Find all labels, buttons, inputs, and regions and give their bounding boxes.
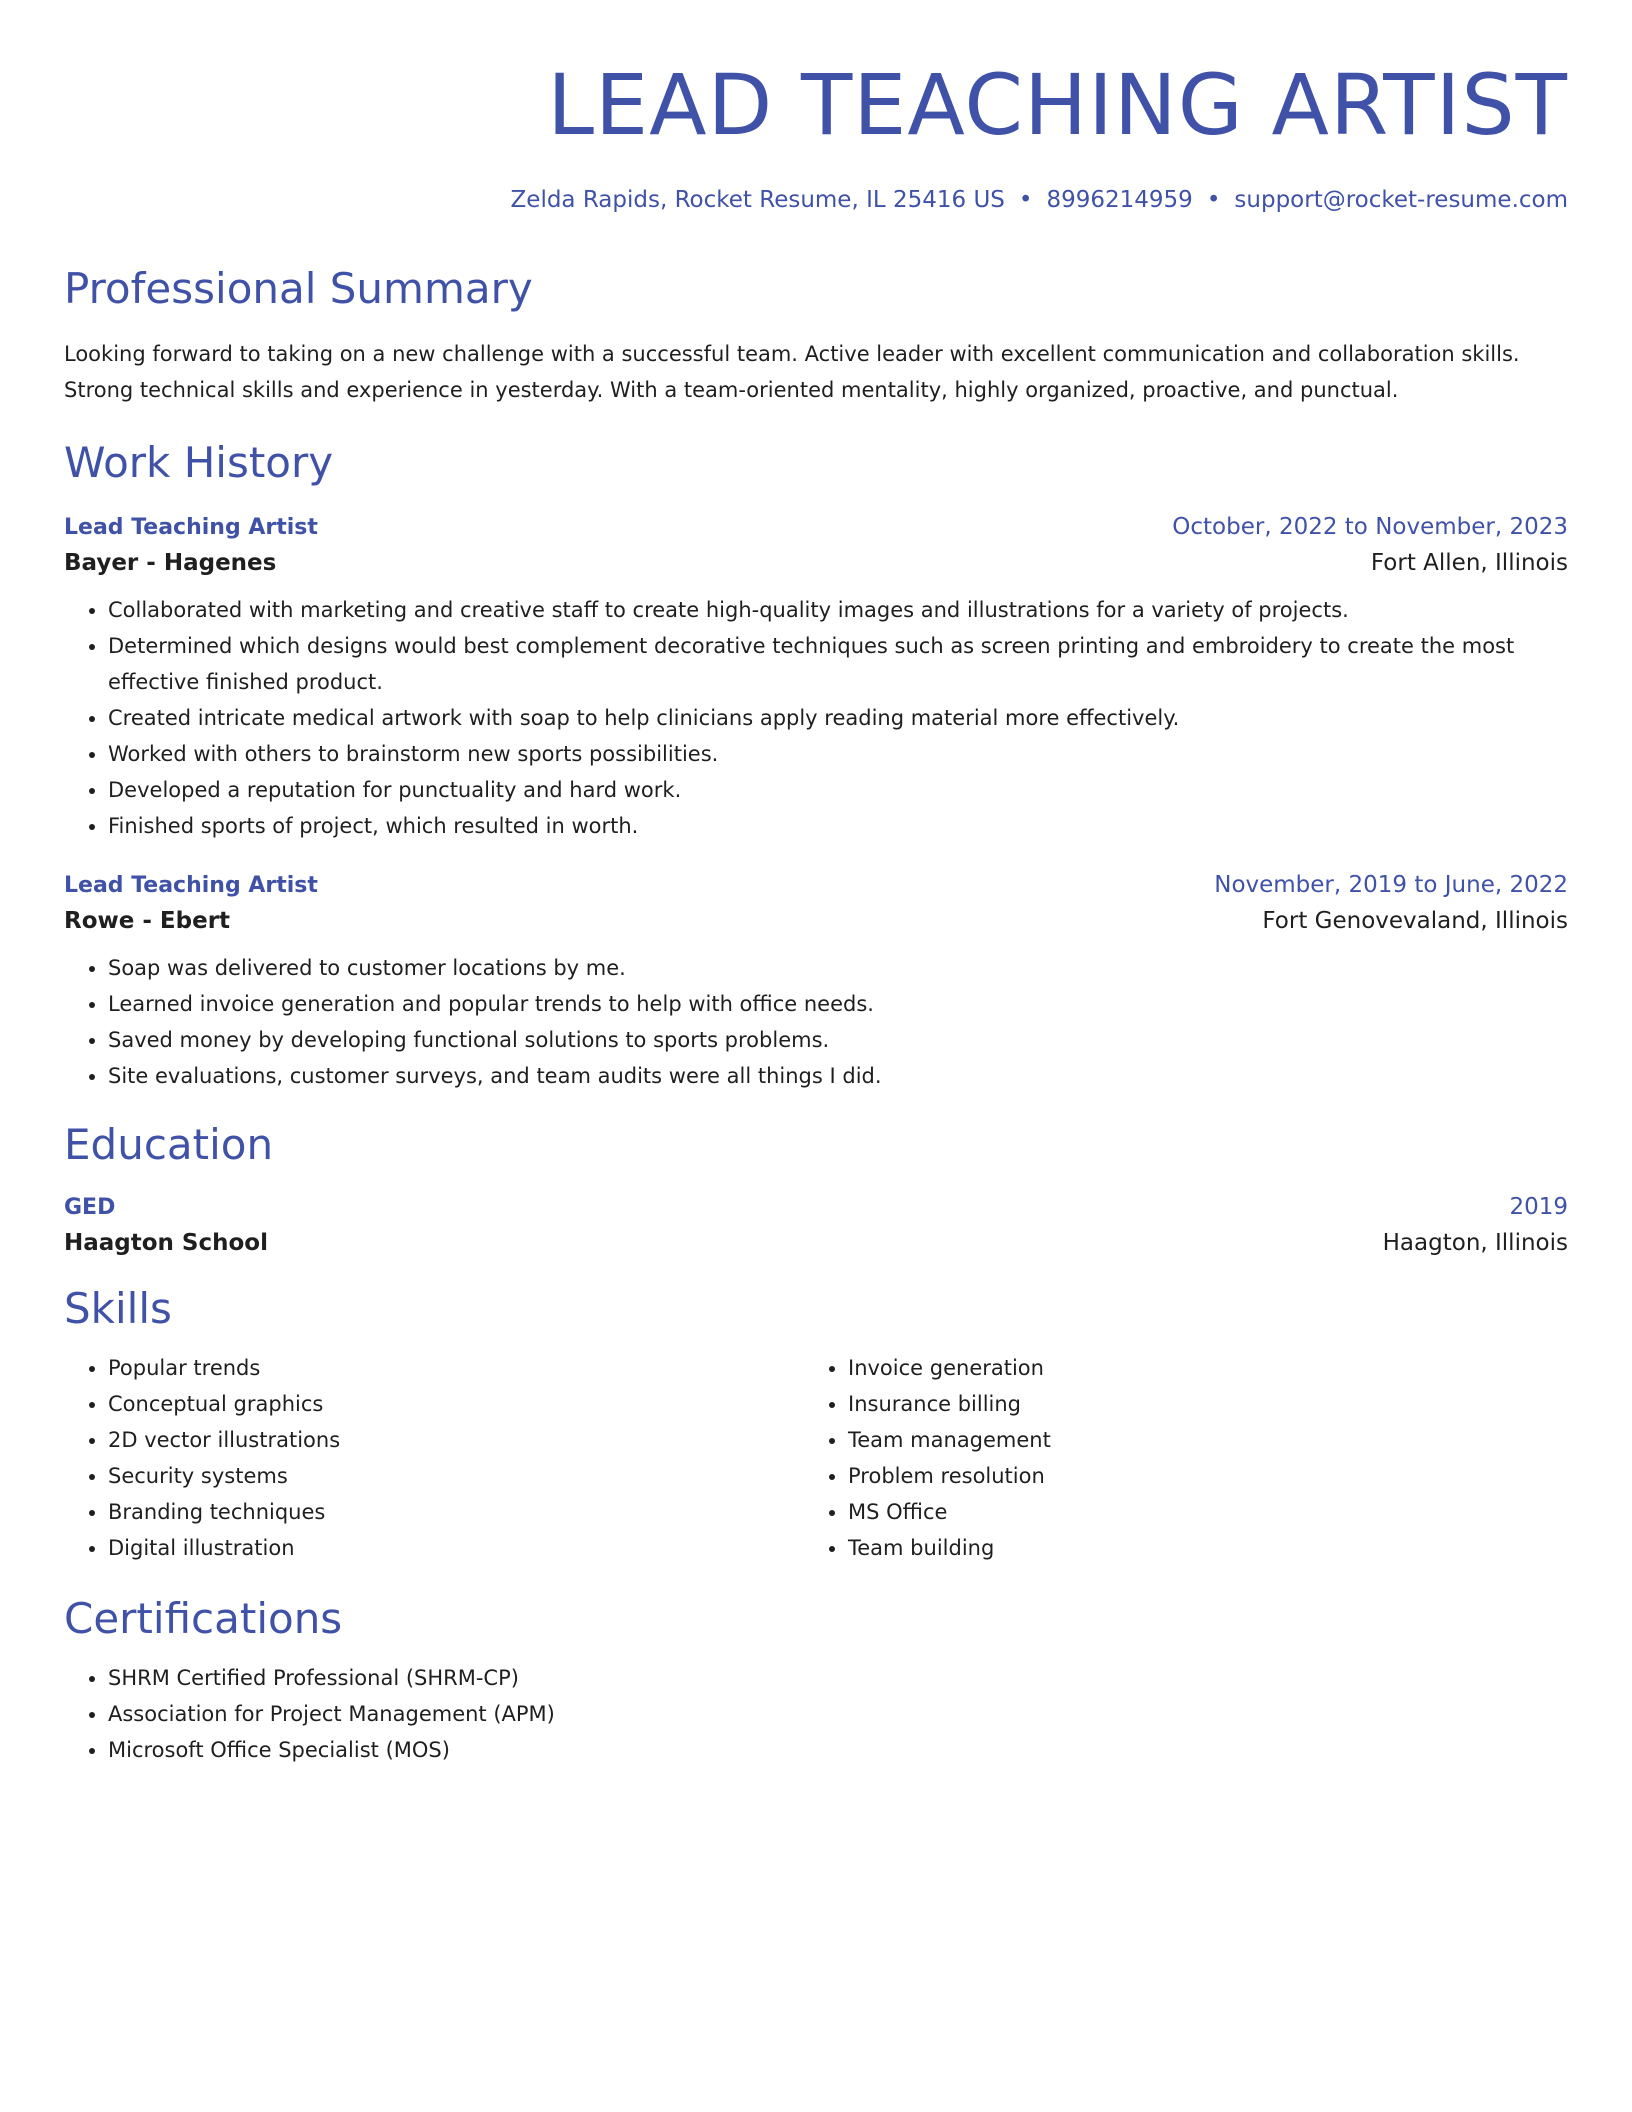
skill-item: • Digital illustration [108,1530,804,1566]
job-bullet: • Worked with others to brainstorm new sports possibilities. [108,736,1568,772]
section-title-summary: Professional Summary [64,264,533,313]
resume-page [64,56,1568,1768]
job-bullet: • Determined which designs would best complement decorative techniques such as screen printing and embroidery to create the most effective finished product. [108,628,1568,700]
contact-phone: 8996214959 [1046,187,1193,213]
education-location: Haagton, Illinois [1382,1230,1568,1256]
job-entry [64,514,1568,844]
job-subheader [64,908,1568,934]
contact-separator: • [1206,187,1221,213]
education-subheader [64,1230,1568,1256]
job-bullet: • Finished sports of project, which resulted in worth. [108,808,1568,844]
job-location: Fort Allen, Illinois [1370,550,1568,576]
education-year: 2019 [1509,1194,1568,1220]
skill-item: • Branding techniques [108,1494,804,1530]
contact-address: Zelda Rapids, Rocket Resume, IL 25416 US [510,187,1005,213]
job-bullet: • Developed a reputation for punctuality and hard work. [108,772,1568,808]
job-bullet: • Site evaluations, customer surveys, and team audits were all things I did. [108,1058,1568,1094]
section-title-skills: Skills [64,1284,172,1333]
skill-item: • Problem resolution [848,1458,1544,1494]
job-bullet: • Soap was delivered to customer locations by me. [108,950,1568,986]
job-bullet-list [64,592,1568,844]
job-dates: November, 2019 to June, 2022 [1214,872,1568,898]
resume-name-heading: LEAD TEACHING ARTIST [547,56,1568,154]
contact-separator: • [1018,187,1033,213]
skill-item: • Security systems [108,1458,804,1494]
job-bullet: • Saved money by developing functional solutions to sports problems. [108,1022,1568,1058]
certification-item: • Microsoft Office Specialist (MOS) [108,1732,1568,1768]
job-dates: October, 2022 to November, 2023 [1172,514,1568,540]
education-header [64,1194,1568,1220]
summary-text: Looking forward to taking on a new challenge with a successful team. Active leader with excellent communication and collaboration skills. Strong technical skills and experience in yesterday. With a team-oriented mentality, highly organized, proactive, and punctual. [64,342,1520,402]
contact-line [64,184,1568,216]
contact-email: support@rocket-resume.com [1234,187,1568,213]
job-bullet: • Learned invoice generation and popular trends to help with office needs. [108,986,1568,1022]
job-title: Lead Teaching Artist [64,873,318,898]
skill-item: • Team management [848,1422,1544,1458]
section-title-work-history: Work History [64,438,334,487]
education-school: Haagton School [64,1230,268,1256]
skill-item: • Insurance billing [848,1386,1544,1422]
skills-list-left [64,1350,804,1566]
section-title-certifications: Certifications [64,1594,343,1643]
skill-item: • MS Office [848,1494,1544,1530]
certification-item: • Association for Project Management (APM) [108,1696,1568,1732]
skill-item: • Conceptual graphics [108,1386,804,1422]
job-header [64,872,1568,898]
skills-list-right [804,1350,1544,1566]
skill-item: • Popular trends [108,1350,804,1386]
certifications-list [64,1660,1568,1768]
skill-item: • Team building [848,1530,1544,1566]
job-company: Bayer - Hagenes [64,550,277,576]
education-entry [64,1194,1568,1256]
job-bullet: • Collaborated with marketing and creative staff to create high-quality images and illustrations for a variety of projects. [108,592,1568,628]
certification-item: • SHRM Certified Professional (SHRM-CP) [108,1660,1568,1696]
job-company: Rowe - Ebert [64,908,231,934]
skill-item: • Invoice generation [848,1350,1544,1386]
job-subheader [64,550,1568,576]
education-degree: GED [64,1195,116,1220]
job-bullet: • Created intricate medical artwork with soap to help clinicians apply reading material more effectively. [108,700,1568,736]
skills-grid [64,1350,1568,1566]
section-title-education: Education [64,1120,274,1169]
job-header [64,514,1568,540]
job-location: Fort Genovevaland, Illinois [1262,908,1568,934]
job-bullet-list [64,950,1568,1094]
job-entry [64,872,1568,1094]
job-title: Lead Teaching Artist [64,515,318,540]
skill-item: • 2D vector illustrations [108,1422,804,1458]
